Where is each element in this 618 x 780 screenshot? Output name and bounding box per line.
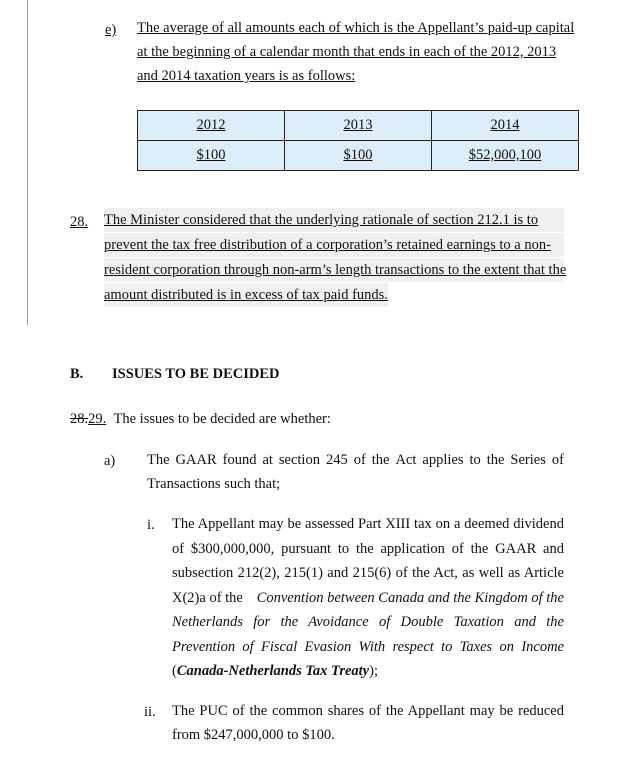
- item-a-line-2: Transactions such that;: [147, 476, 281, 492]
- para-29-old-number: 28.: [70, 411, 89, 427]
- revision-change-bar: [27, 0, 28, 325]
- table-value-2012: $100: [138, 141, 285, 171]
- table-year-2013: 2013: [285, 111, 432, 141]
- table-year-2012: 2012: [138, 111, 285, 141]
- sub-ii-line-1: The PUC of the common shares of the Appellant may be reduced: [172, 703, 564, 719]
- sub-i-line-7: [172, 659, 378, 683]
- table-value-2014: $52,000,100: [432, 141, 579, 171]
- para-28-line-4: amount distributed is in excess of tax paid funds.: [104, 283, 388, 307]
- section-b-title: ISSUES TO BE DECIDED: [112, 366, 280, 382]
- sub-i-line-4-plain: X(2)a of the: [172, 590, 243, 606]
- sub-ii-line-2: from $247,000,000 to $100.: [172, 727, 335, 743]
- convention-title-part-1: Convention between Canada and the Kingdom of the: [256, 590, 564, 606]
- item-e-line-1: The average of all amounts each of which is the Appellant’s paid-up capital: [137, 20, 575, 36]
- para-29: [70, 411, 331, 428]
- para-28-line-1: The Minister considered that the underlying rationale of section 212.1 is to: [104, 208, 564, 232]
- treaty-close-paren: );: [369, 663, 378, 679]
- item-a-line-1: [147, 448, 564, 472]
- item-a-label: a): [104, 453, 116, 469]
- sub-i-line-4: [172, 586, 564, 610]
- table-value-row: [138, 141, 579, 171]
- convention-title-part-3: Prevention of Fiscal Evasion With respect to Taxes on Income: [172, 639, 564, 655]
- table-year-2014: 2014: [432, 111, 579, 141]
- treaty-short-name: Canada-Netherlands Tax Treaty: [176, 663, 370, 679]
- para-29-text: The issues to be decided are whether:: [113, 411, 331, 427]
- sub-i-line-3: subsection 212(2), 215(1) and 215(6) of the Act, as well as Article: [172, 565, 564, 581]
- sub-ii-label: ii.: [144, 704, 156, 720]
- item-e-line-2: at the beginning of a calendar month that ends in each of the 2012, 2013: [137, 44, 557, 60]
- para-28-line-2: prevent the tax free distribution of a corporation’s retained earnings to a non-: [104, 233, 564, 257]
- sub-i-line-1: The Appellant may be assessed Part XIII tax on a deemed dividend: [172, 516, 564, 532]
- para-28-line-3: resident corporation through non-arm’s length transactions to the extent that the: [104, 258, 564, 282]
- table-value-2013: $100: [285, 141, 432, 171]
- treaty-open-paren: (: [172, 663, 177, 679]
- item-e-label: e): [105, 22, 117, 38]
- sub-i-label: i.: [147, 517, 155, 533]
- section-b-letter: B.: [70, 366, 84, 382]
- para-29-new-number: 29.: [88, 411, 107, 427]
- para-28-number: 28.: [70, 214, 89, 230]
- sub-i-line-2: of $300,000,000, pursuant to the application of the GAAR and: [172, 541, 564, 557]
- table-header-row: [138, 111, 579, 141]
- paid-up-capital-table: [137, 110, 579, 171]
- item-a-line-1-text: The GAAR found at section 245 of the Act applies to the Series of: [147, 452, 564, 468]
- convention-title-part-2: Netherlands for the Avoidance of Double Taxation and the: [172, 614, 564, 630]
- item-e-line-3: and 2014 taxation years is as follows:: [137, 68, 356, 84]
